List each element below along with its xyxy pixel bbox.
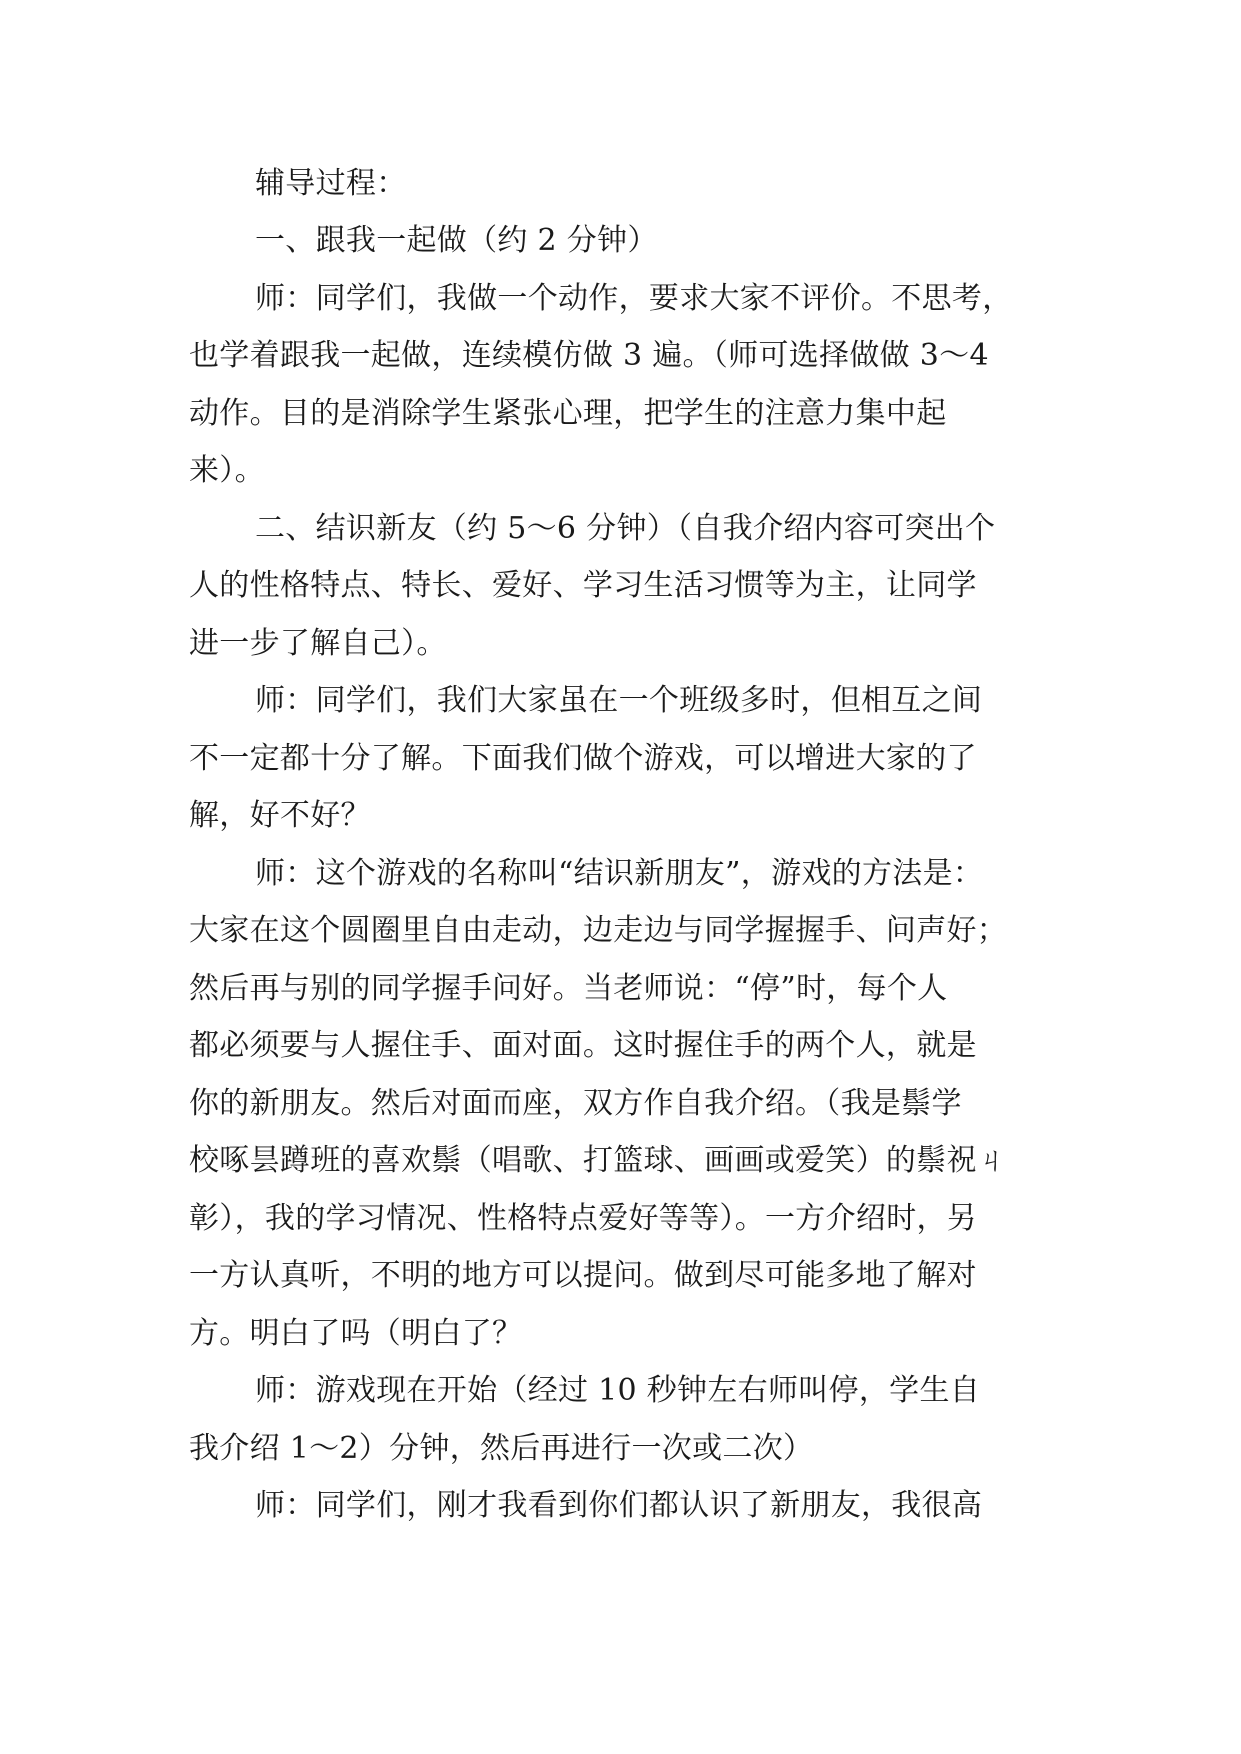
paragraph-line: 人的性格特点、特长、爱好、学习生活习惯等为主，让同学 (189, 568, 977, 603)
paragraph-line: 都必须要与人握住手、面对面。这时握住手的两个人，就是 (189, 1028, 977, 1063)
paragraph-line: 师：这个游戏的名称叫“结识新朋友”，游戏的方法是： (255, 856, 984, 891)
paragraph-line: 也学着跟我一起做，连续模仿做 3 遍。（师可选择做做 3～4 (189, 338, 989, 373)
paragraph-line: 你的新朋友。然后对面而座，双方作自我介绍。（我是鬃学 (189, 1086, 962, 1121)
paragraph-line: 师：同学们，我们大家虽在一个班级多时，但相互之间 (255, 683, 983, 718)
paragraph-line: 解，好不好？ (189, 798, 371, 833)
paragraph-line: 我介绍 1～2）分钟，然后再进行一次或二次） (189, 1431, 814, 1466)
paragraph-line: 动作。目的是消除学生紧张心理，把学生的注意力集中起 (189, 396, 947, 431)
paragraph-line: 一方认真听，不明的地方可以提问。做到尽可能多地了解对 (189, 1258, 977, 1293)
paragraph-line: 来）。 (189, 453, 265, 488)
paragraph-line: 不一定都十分了解。下面我们做个游戏，可以增进大家的了 (189, 741, 977, 776)
section-subheading: 二、结识新友（约 5～6 分钟）（自我介绍内容可突出个 (255, 511, 996, 546)
paragraph-line: 然后再与别的同学握手问好。当老师说：“停”时，每个人 (189, 971, 948, 1006)
section-heading: 辅导过程： (255, 166, 407, 201)
paragraph-line: 师：同学们，我做一个动作，要求大家不评价。不思考， (255, 281, 1013, 316)
paragraph-line: 师：同学们，刚才我看到你们都认识了新朋友，我很高 (255, 1488, 983, 1523)
paragraph-line: 师：游戏现在开始（经过 10 秒钟左右师叫停，学生自 (255, 1373, 981, 1408)
paragraph-line: 大家在这个圆圈里自由走动，边走边与同学握握手、问声好； (189, 913, 1008, 948)
section-subheading: 一、跟我一起做（约 2 分钟） (255, 223, 658, 258)
paragraph-line: 方。明白了吗（明白了？ (189, 1316, 523, 1351)
paragraph-line: 进一步了解自己）。 (189, 626, 447, 661)
paragraph-line: 校啄昙蹲班的喜欢鬃（唱歌、打篮球、画画或爱笑）的鬃祝ㄐ (189, 1143, 1008, 1178)
paragraph-line: 彰），我的学习情况、性格特点爱好等等）。一方介绍时，另 (189, 1201, 978, 1236)
